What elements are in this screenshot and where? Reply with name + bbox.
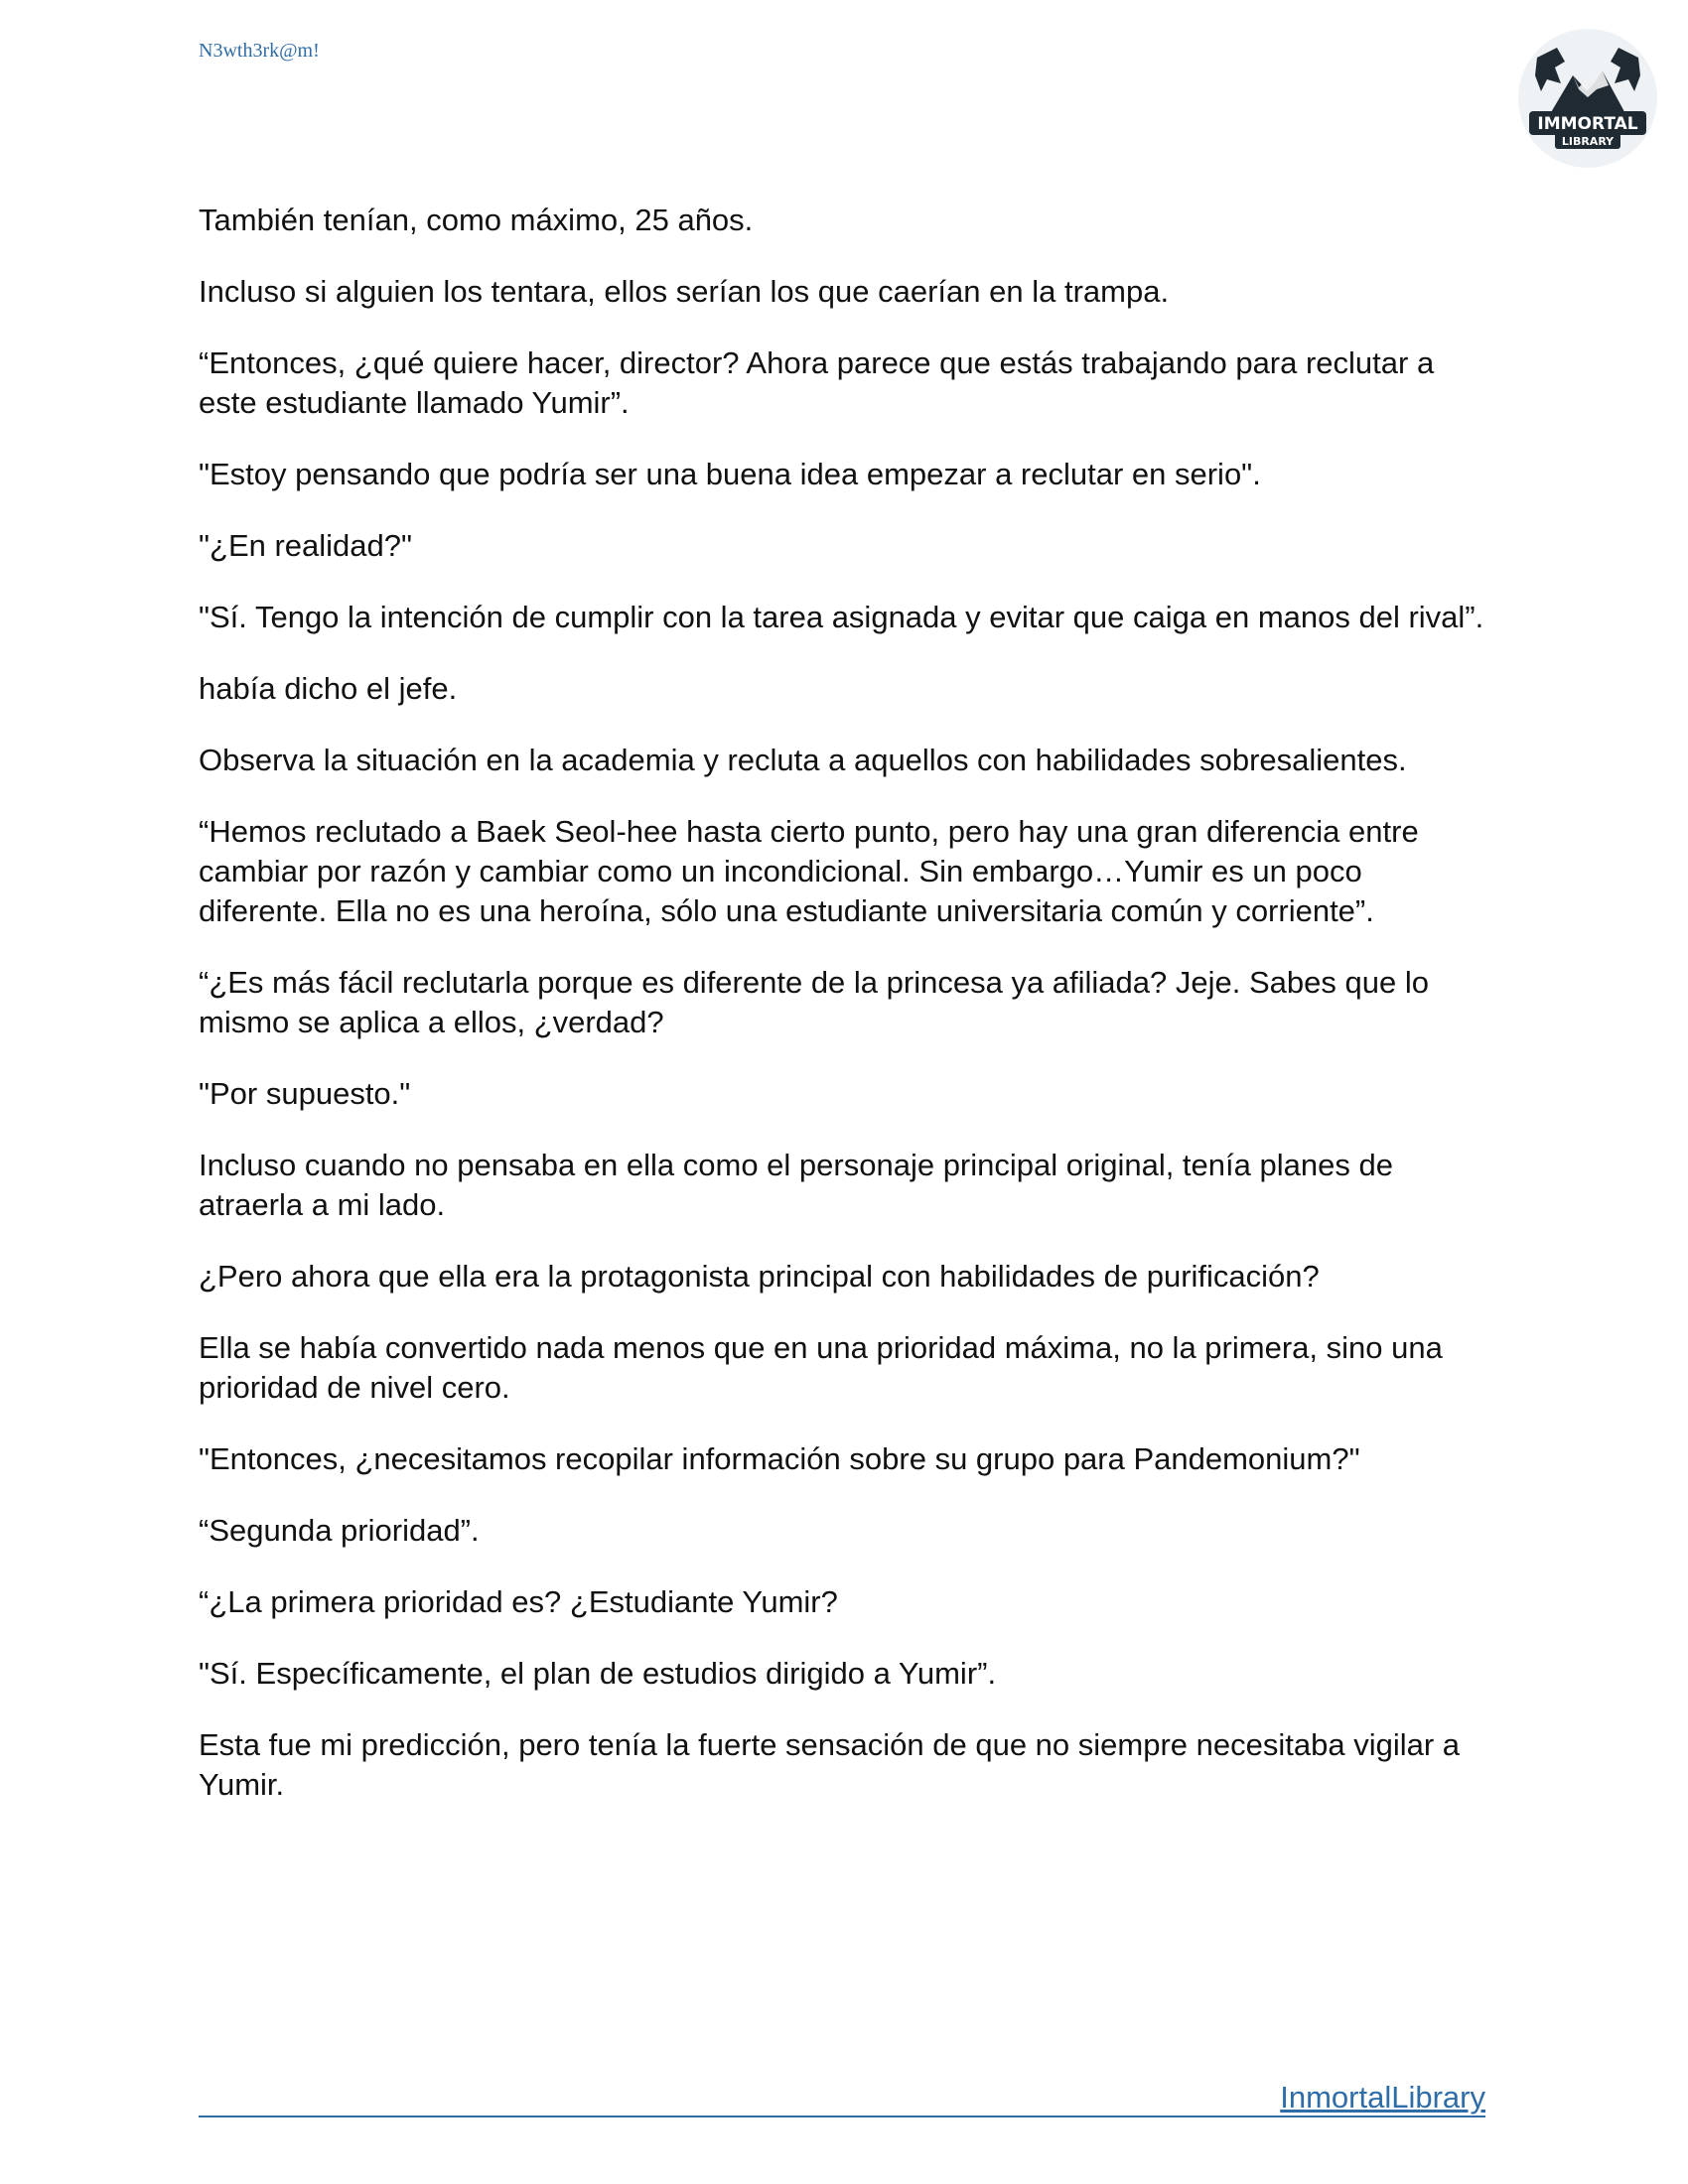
paragraph: Observa la situación en la academia y recluta a aquellos con habilidades sobresalientes. (199, 743, 1407, 777)
paragraph: "¿En realidad?" (199, 528, 413, 563)
footer-site-link[interactable]: InmortalLibrary (1280, 2080, 1485, 2115)
paragraph: Incluso si alguien los tentara, ellos serían los que caerían en la trampa. (199, 274, 1170, 309)
paragraph: "Sí. Específicamente, el plan de estudios dirigido a Yumir”. (199, 1656, 997, 1691)
paragraph: También tenían, como máximo, 25 años. (199, 203, 754, 237)
paragraph: ¿Pero ahora que ella era la protagonista principal con habilidades de purificación? (199, 1259, 1320, 1294)
paragraph: “Segunda prioridad”. (199, 1513, 480, 1548)
paragraph: había dicho el jefe. (199, 671, 458, 706)
logo-title: IMMORTAL (1537, 114, 1638, 134)
paragraph: “Entonces, ¿qué quiere hacer, director? Ahora parece que estás trabajando para reclutar a este estudiante llamado Yumir”. (199, 345, 1435, 420)
paragraph: “¿La primera prioridad es? ¿Estudiante Yumir? (199, 1584, 838, 1619)
paragraph: Ella se había convertido nada menos que en una prioridad máxima, no la primera, sino una prioridad de nivel cero. (199, 1330, 1443, 1405)
paragraph: Incluso cuando no pensaba en ella como el personaje principal original, tenía planes de atraerla a mi lado. (199, 1148, 1393, 1222)
logo-subtitle: LIBRARY (1561, 135, 1615, 148)
paragraph: “¿Es más fácil reclutarla porque es diferente de la princesa ya afiliada? Jeje. Sabes que lo mismo se aplica a ellos, ¿verdad? (199, 965, 1429, 1039)
paragraph: "Sí. Tengo la intención de cumplir con la tarea asignada y evitar que caiga en manos del rival”. (199, 600, 1484, 634)
paragraph: "Por supuesto." (199, 1076, 411, 1111)
dragon-crest-icon (1517, 28, 1658, 169)
paragraph: “Hemos reclutado a Baek Seol-hee hasta cierto punto, pero hay una gran diferencia entre cambiar por razón y cambiar como un incondicional. Sin embargo…Yumir es un poco diferente. Ella no es una heroína, sólo una estudiante universitaria común y corriente”. (199, 814, 1419, 928)
footer-divider (199, 2116, 1485, 2117)
chapter-body (199, 201, 1489, 1837)
paragraph: Esta fue mi predicción, pero tenía la fuerte sensación de que no siempre necesitaba vigilar a Yumir. (199, 1727, 1461, 1802)
immortal-library-logo (1517, 28, 1658, 169)
paragraph: "Entonces, ¿necesitamos recopilar información sobre su grupo para Pandemonium?" (199, 1441, 1360, 1476)
paragraph: "Estoy pensando que podría ser una buena idea empezar a reclutar en serio". (199, 457, 1261, 491)
header-watermark: N3wth3rk@m! (199, 40, 320, 62)
